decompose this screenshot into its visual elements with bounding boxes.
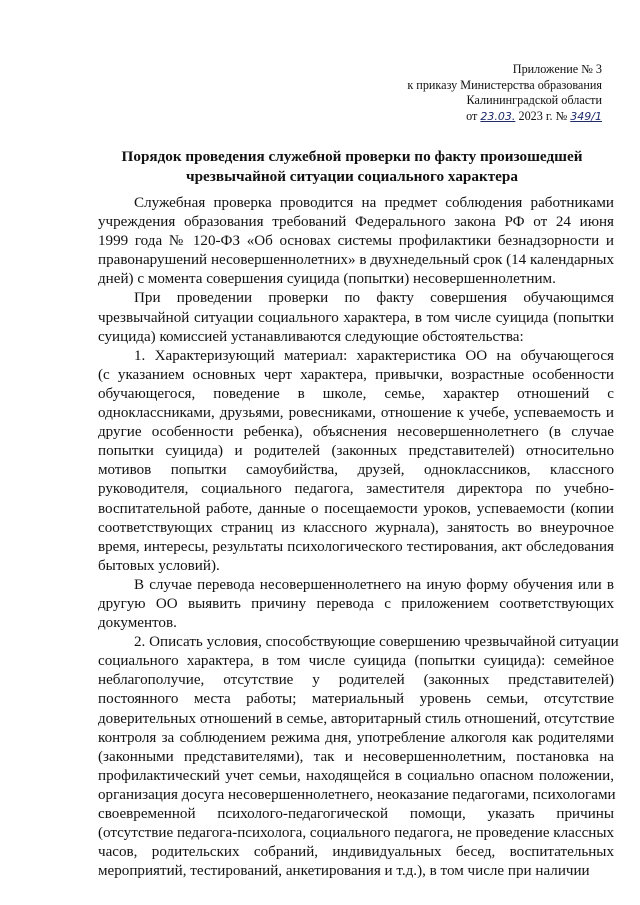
paragraph-line: руководителя, социального педагога, заместителя директора по учебно- (98, 481, 614, 498)
paragraph-line: (законными представителями), так и несовершеннолетним, постановка на (98, 748, 614, 765)
appendix-header (380, 62, 602, 124)
paragraph-line: правонарушений несовершеннолетних» в двухнедельный срок (14 календарных (98, 252, 614, 269)
body-paragraph (98, 194, 614, 289)
paragraph-line: мотивов попытки самоубийства, друзей, одноклассников, классного (98, 462, 614, 479)
paragraph-line: организация досуга несовершеннолетнего, неоказание педагогами, психологами (98, 786, 616, 803)
body-paragraph (98, 633, 619, 881)
paragraph-line: учреждения образования требований Федерального закона РФ от 24 июня (98, 214, 614, 231)
body-paragraph (98, 347, 614, 576)
paragraph-line: попытки суицида) и родителей (законных представителей) относительно (98, 443, 614, 460)
date-prefix: от (466, 108, 478, 123)
paragraph-line: время, интересы, результаты психологического тестирования, акт обследования (98, 538, 614, 555)
appendix-region: Калининградской области (466, 93, 602, 107)
title-line-1: Порядок проведения служебной проверки по факту произошедшей (121, 148, 583, 165)
title-line-2: чрезвычайной ситуации социального характера (186, 168, 518, 185)
paragraph-line: дней) с момента совершения суицида (попытки) несовершеннолетним. (98, 271, 556, 288)
paragraph-line: социального характера, в том числе суицида (попытки суицида): семейное (98, 653, 614, 670)
paragraph-line: 1. Характеризующий материал: характеристика ОО на обучающегося (134, 347, 614, 364)
paragraph-line: 1999 года № 120-ФЗ «Об основах системы профилактики безнадзорности и (98, 233, 614, 250)
paragraph-line: другие особенности ребенка), объяснения несовершеннолетнего (в случае (98, 424, 614, 441)
paragraph-line: При проведении проверки по факту совершения обучающимся (134, 290, 614, 307)
paragraph-line: доверительных отношений в семье, авторитарный стиль отношений, отсутствие (98, 710, 615, 727)
paragraph-line: документов. (98, 615, 177, 632)
paragraph-line: соответствующих страниц из классного журнала), занятость во внеурочное (98, 519, 614, 536)
paragraph-line: Служебная проверка проводится на предмет соблюдения работниками (134, 195, 614, 211)
paragraph-line: бытовых условий). (98, 557, 220, 574)
paragraph-line: контроля за соблюдением режима дня, употребление алкоголя как родителями (98, 729, 614, 746)
paragraph-line: другую ОО выявить причину перевода с приложением соответствующих (98, 595, 614, 612)
body-paragraph (98, 289, 614, 346)
paragraph-line: одноклассниками, друзьями, ровесниками, отношение к учебе, успеваемость и (98, 405, 614, 422)
paragraph-line: суицида) комиссией устанавливаются следующие обстоятельства: (98, 328, 524, 345)
paragraph-line: своевременной психолого-педагогической помощи, указать причины (98, 806, 614, 822)
paragraph-line: (отсутствие педагога-психолога, социального педагога, не проведение классных (98, 825, 615, 842)
year-text: 2023 г. № (518, 108, 568, 123)
paragraph-line: 2. Описать условия, способствующие совершению чрезвычайной ситуации (134, 634, 619, 651)
paragraph-line: В случае перевода несовершеннолетнего на иную форму обучения или в (134, 576, 614, 593)
paragraph-line: обучающегося, поведение в школе, семье, характер отношений с (98, 385, 614, 402)
document-body (98, 194, 619, 881)
appendix-number: Приложение № 3 (512, 62, 602, 76)
paragraph-line: постоянного места работы; материальный уровень семьи, отсутствие (98, 691, 614, 708)
paragraph-line: воспитательной работе, данные о посещаемости уроков, успеваемости (копии (98, 500, 614, 517)
handwritten-date: 23.03. (480, 109, 516, 123)
paragraph-line: часов, родительских собраний, индивидуальных бесед, воспитательных (98, 844, 614, 861)
appendix-order-ref: к приказу Министерства образования (407, 77, 602, 92)
appendix-date-line (380, 109, 602, 125)
paragraph-line: профилактический учет семьи, находящейся в социально опасном положении, (98, 767, 614, 784)
paragraph-line: мероприятий, тестирований, анкетирования и т.д.), в том числе при наличии (98, 863, 590, 880)
paragraph-line: чрезвычайной ситуации социального характера, в том числе суицида (попытки (98, 309, 614, 326)
document-title (92, 147, 612, 187)
body-paragraph (98, 576, 614, 633)
paragraph-line: (с указанием основных черт характера, привычки, возрастные особенности (98, 366, 614, 383)
handwritten-order-number: 349/1 (570, 109, 602, 123)
paragraph-line: неблагополучие, отсутствие у родителей (законных представителей) (98, 672, 614, 689)
